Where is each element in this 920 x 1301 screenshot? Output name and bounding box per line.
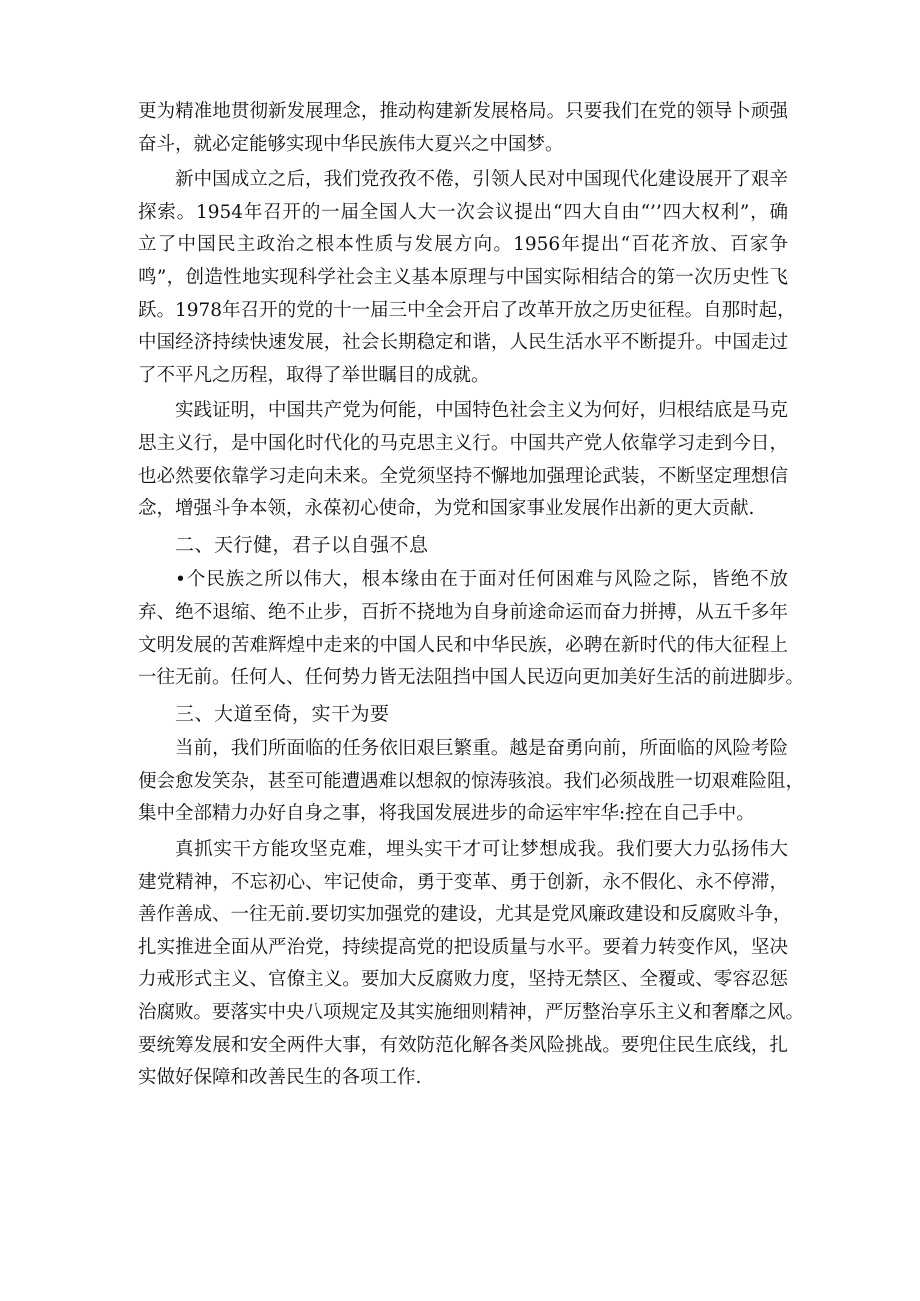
text-line: 奋斗，就必定能够实现中华民族伟大夏兴之中国梦。 [138,133,564,155]
text-line: 新中国成立之后，我们党孜孜不倦，引领人民对中国现代化建设展开了艰辛 [175,169,788,191]
section-heading [138,529,788,562]
document-body [138,96,805,1095]
text-line: 当前，我们所面临的任务依旧艰巨繁重。越是奋勇向前，所面临的风险考险 [175,738,788,760]
text-line: 一往无前。任何人、任何势力皆无法阻挡中国人民迈向更加美好生活的前进脚步。 [138,667,805,689]
text-line: 要统筹发展和安全两件大事，有效防范化解各类风险挑战。要兜住民生底线，扎 [138,1034,788,1056]
text-line: 善作善成、一往无前.要切实加强党的建设，尤其是党风廉政建设和反腐败斗争， [138,904,792,926]
text-line: 扎实推进全面从严治党，持续提高党的把设质量与水平。要着力转变作风，坚决 [138,936,788,958]
text-line: 念，增强斗争本领，永葆初心使命，为党和国家事业发展作出新的更大贡献. [138,498,755,520]
paragraph [138,96,788,161]
paragraph [138,395,788,525]
heading-text: 二、天行健，君子以自强不息 [175,533,429,556]
text-line: 文明发展的苦难辉煌中走来的中国人民和中华民族，必聘在新时代的伟大征程上 [138,634,788,656]
paragraph [138,164,796,392]
text-line: 跃。1978年召开的党的十一届三中全会开启了改革开放之历史征程。自那时起， [138,299,796,321]
text-line: 实践证明，中国共产党为何能，中国特色社会主义为何好，归根结底是马克 [175,400,788,422]
text-line: 力戒形式主义、官僚主义。要加大反腐败力度，坚持无禁区、全覆或、零容忍惩 [138,969,788,991]
text-line: 了不平凡之历程，取得了举世瞩目的成就。 [138,364,490,386]
text-line: 集中全部精力办好自身之事，将我国发展进步的命运牢牢华:控在自己手中。 [138,803,755,825]
section-heading [138,698,788,731]
text-line: 真抓实干方能攻坚克难，埋头实干才可让梦想成我。我们要大力弘扬伟大 [175,839,788,861]
text-line: 探索。1954年召开的一届全国人大一次会议提出“四大自由“’’四大权利”，确 [138,201,788,223]
text-line: 更为精准地贯彻新发展理念，推动构建新发展格局。只要我们在党的领导卜顽强 [138,101,788,122]
text-line: •个民族之所以伟大，根本缘由在于面对任何困难与风险之际，皆绝不放 [175,569,788,591]
paragraph [138,834,805,1095]
text-line: 也必然要依靠学习走向未来。全党须坚持不懈地加强理论武装，不断坚定理想信 [138,465,788,487]
text-line: 鸣”，创造性地实现科学社会主义基本原理与中国实际相结合的第一次历史性飞 [138,266,788,288]
text-line: 中国经济持续快速发展，社会长期稳定和谐，人民生活水平不断提升。中国走过 [138,332,788,354]
text-line: 立了中国民主政治之根本性质与发展方向。1956年提出“百花齐放、百家争 [138,234,788,256]
text-line: 便会愈发笑杂，甚至可能遭遇难以想叙的惊涛骇浪。我们必须战胜一切艰难险阻， [138,770,805,792]
text-line: 治腐败。要落实中央八项规定及其实施细则精神，严厉整治享乐主义和奢靡之风。 [138,1002,805,1024]
text-line: 思主义行，是中国化时代化的马克思主义行。中国共产党人依靠学习走到今日， [138,432,788,454]
paragraph [138,733,805,831]
text-line: 建党精神，不忘初心、牢记使命，勇于变革、勇于创新，永不假化、永不停滞， [138,871,788,893]
paragraph [138,564,805,694]
text-line: 弃、绝不退缩、绝不止步，百折不挠地为自身前途命运而奋力拼搏，从五千多年 [138,601,788,623]
heading-text: 三、大道至倚，实干为要 [175,702,390,725]
text-line: 实做好保障和改善民生的各项工作. [138,1067,422,1089]
